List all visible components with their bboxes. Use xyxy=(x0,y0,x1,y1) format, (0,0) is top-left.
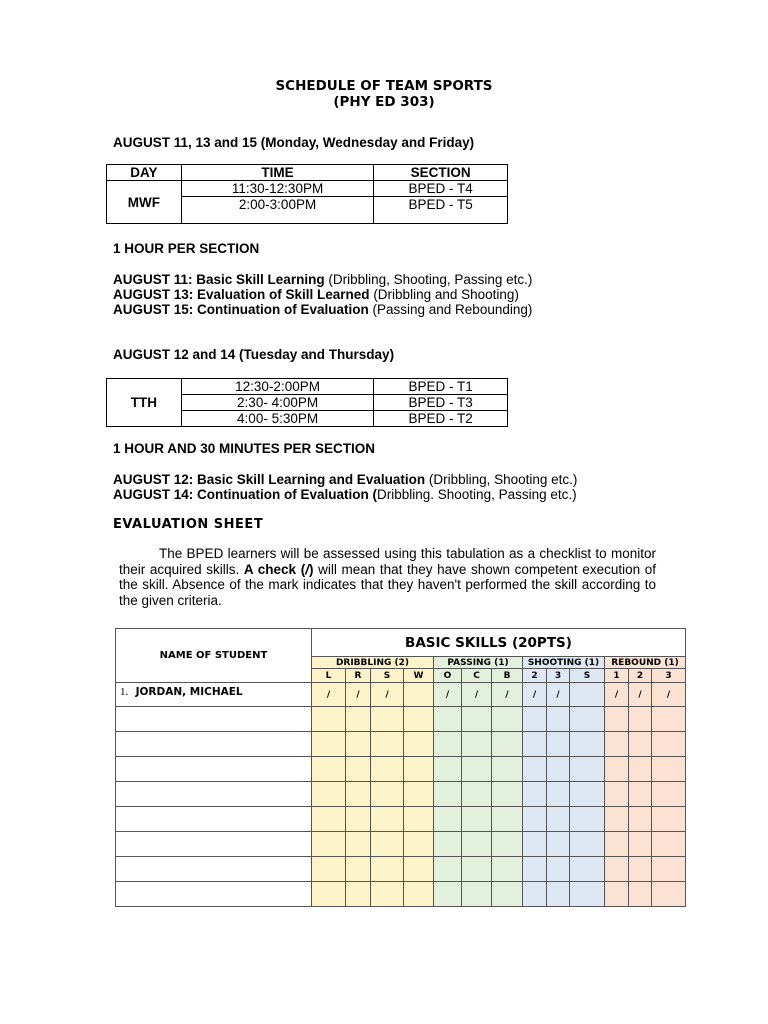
check-cell[interactable] xyxy=(346,732,371,757)
check-cell[interactable] xyxy=(371,807,404,832)
evaluation-table xyxy=(115,628,686,907)
check-cell[interactable] xyxy=(462,782,492,807)
activity-line: AUGUST 15: Continuation of Evaluation (Passing and Rebounding) xyxy=(113,302,533,317)
check-cell[interactable] xyxy=(629,757,652,782)
check-cell[interactable] xyxy=(492,857,523,882)
check-cell[interactable] xyxy=(629,807,652,832)
check-cell[interactable] xyxy=(492,807,523,832)
skill-column-header: L xyxy=(312,669,346,683)
check-cell[interactable] xyxy=(605,807,629,832)
check-cell[interactable] xyxy=(547,857,570,882)
check-cell[interactable] xyxy=(652,857,686,882)
check-cell[interactable] xyxy=(404,807,434,832)
check-cell[interactable] xyxy=(492,707,523,732)
check-cell[interactable] xyxy=(605,782,629,807)
check-cell[interactable] xyxy=(434,782,462,807)
check-mark[interactable]: / xyxy=(629,683,652,707)
check-cell[interactable] xyxy=(404,732,434,757)
check-cell[interactable] xyxy=(404,832,434,857)
check-cell[interactable] xyxy=(404,857,434,882)
check-cell[interactable] xyxy=(629,782,652,807)
skill-column-header: B xyxy=(492,669,523,683)
check-cell[interactable] xyxy=(404,882,434,907)
skill-column-header: 3 xyxy=(547,669,570,683)
check-cell[interactable] xyxy=(404,782,434,807)
check-cell[interactable] xyxy=(605,832,629,857)
check-cell[interactable] xyxy=(492,832,523,857)
check-cell[interactable] xyxy=(434,857,462,882)
check-mark[interactable]: / xyxy=(523,683,547,707)
check-cell[interactable] xyxy=(523,882,547,907)
skill-column-header: 2 xyxy=(523,669,547,683)
check-cell[interactable] xyxy=(312,882,346,907)
student-row xyxy=(116,683,686,707)
student-row xyxy=(116,807,686,832)
check-cell[interactable] xyxy=(371,732,404,757)
day-cell: TTH xyxy=(107,379,182,427)
section-cell: BPED - T4 xyxy=(374,181,508,197)
student-name-cell[interactable] xyxy=(116,832,312,857)
check-cell[interactable] xyxy=(547,707,570,732)
check-cell[interactable] xyxy=(312,807,346,832)
check-cell[interactable] xyxy=(629,857,652,882)
document-title: SCHEDULE OF TEAM SPORTS xyxy=(275,78,493,94)
basic-skills-header: BASIC SKILLS (20PTS) xyxy=(312,629,686,657)
tth-duration: 1 HOUR AND 30 MINUTES PER SECTION xyxy=(113,441,376,456)
rebound-group-header: REBOUND (1) xyxy=(605,657,686,669)
course-code: (PHY ED 303) xyxy=(333,94,435,110)
check-mark[interactable]: / xyxy=(652,683,686,707)
check-cell[interactable] xyxy=(346,707,371,732)
skill-column-header: R xyxy=(346,669,371,683)
shooting-group-header: SHOOTING (1) xyxy=(523,657,605,669)
check-cell[interactable] xyxy=(312,857,346,882)
section-cell: BPED - T1 xyxy=(374,379,508,395)
student-name: JORDAN, MICHAEL xyxy=(135,686,243,698)
check-cell[interactable] xyxy=(462,707,492,732)
check-cell[interactable] xyxy=(434,732,462,757)
check-cell[interactable] xyxy=(570,732,605,757)
student-row xyxy=(116,732,686,757)
name-of-student-header: NAME OF STUDENT xyxy=(116,629,312,683)
check-cell[interactable] xyxy=(547,882,570,907)
section-header: SECTION xyxy=(374,165,508,181)
check-cell[interactable] xyxy=(570,782,605,807)
student-name-cell xyxy=(116,683,312,707)
check-cell[interactable] xyxy=(652,882,686,907)
check-cell[interactable] xyxy=(346,882,371,907)
check-cell[interactable] xyxy=(547,832,570,857)
check-cell[interactable] xyxy=(605,707,629,732)
check-cell[interactable] xyxy=(371,882,404,907)
check-cell[interactable] xyxy=(434,757,462,782)
check-cell[interactable] xyxy=(462,882,492,907)
check-cell[interactable] xyxy=(523,757,547,782)
check-cell[interactable] xyxy=(492,732,523,757)
check-cell[interactable] xyxy=(523,782,547,807)
check-cell[interactable] xyxy=(523,832,547,857)
check-mark[interactable]: / xyxy=(312,683,346,707)
skill-column-header: W xyxy=(404,669,434,683)
check-cell[interactable] xyxy=(434,807,462,832)
mwf-duration: 1 HOUR PER SECTION xyxy=(113,241,260,256)
check-cell[interactable] xyxy=(570,882,605,907)
check-cell[interactable] xyxy=(605,857,629,882)
time-header: TIME xyxy=(181,165,373,181)
check-cell[interactable] xyxy=(523,807,547,832)
check-cell[interactable] xyxy=(462,832,492,857)
student-name-cell[interactable] xyxy=(116,782,312,807)
student-name-cell[interactable] xyxy=(116,807,312,832)
check-mark[interactable]: / xyxy=(547,683,570,707)
student-row xyxy=(116,857,686,882)
check-cell[interactable] xyxy=(492,782,523,807)
check-cell[interactable] xyxy=(547,782,570,807)
check-cell[interactable] xyxy=(346,807,371,832)
check-cell[interactable] xyxy=(346,857,371,882)
passing-group-header: PASSING (1) xyxy=(434,657,523,669)
skill-column-header: S xyxy=(371,669,404,683)
check-cell[interactable] xyxy=(570,832,605,857)
student-name-cell[interactable] xyxy=(116,757,312,782)
check-cell[interactable] xyxy=(652,807,686,832)
check-mark[interactable]: / xyxy=(346,683,371,707)
check-cell[interactable] xyxy=(652,782,686,807)
check-cell[interactable] xyxy=(652,732,686,757)
check-cell[interactable] xyxy=(371,757,404,782)
skill-column-header: O xyxy=(434,669,462,683)
check-cell[interactable] xyxy=(605,757,629,782)
activity-line: AUGUST 12: Basic Skill Learning and Evaluation (Dribbling, Shooting etc.) xyxy=(113,472,578,487)
check-cell[interactable] xyxy=(523,857,547,882)
check-cell[interactable] xyxy=(462,757,492,782)
check-cell[interactable] xyxy=(404,707,434,732)
check-mark[interactable]: / xyxy=(371,683,404,707)
student-number: 1. xyxy=(120,686,129,698)
skill-column-header: 1 xyxy=(605,669,629,683)
check-cell[interactable] xyxy=(629,732,652,757)
check-mark[interactable]: / xyxy=(605,683,629,707)
check-cell[interactable] xyxy=(492,757,523,782)
check-cell[interactable] xyxy=(652,757,686,782)
check-cell[interactable] xyxy=(547,732,570,757)
check-cell[interactable] xyxy=(346,782,371,807)
check-cell[interactable] xyxy=(570,807,605,832)
check-cell[interactable] xyxy=(605,882,629,907)
time-cell: 2:30- 4:00PM xyxy=(181,395,373,411)
check-cell[interactable] xyxy=(570,857,605,882)
tth-heading: AUGUST 12 and 14 (Tuesday and Thursday) xyxy=(113,347,395,362)
time-cell: 11:30-12:30PM xyxy=(181,181,373,197)
check-cell[interactable] xyxy=(371,782,404,807)
check-mark[interactable]: / xyxy=(462,683,492,707)
check-cell[interactable] xyxy=(462,807,492,832)
check-cell[interactable] xyxy=(605,732,629,757)
evaluation-heading: EVALUATION SHEET xyxy=(113,517,264,532)
day-cell: MWF xyxy=(107,181,182,224)
check-cell[interactable] xyxy=(523,707,547,732)
check-cell[interactable] xyxy=(652,832,686,857)
tth-schedule-table xyxy=(106,378,508,427)
skill-column-header: S xyxy=(570,669,605,683)
student-row xyxy=(116,757,686,782)
check-cell[interactable] xyxy=(570,757,605,782)
time-cell: 4:00- 5:30PM xyxy=(181,411,373,427)
skill-column-header: C xyxy=(462,669,492,683)
check-cell[interactable] xyxy=(629,707,652,732)
check-cell[interactable] xyxy=(629,832,652,857)
check-cell[interactable] xyxy=(371,857,404,882)
student-name-cell[interactable] xyxy=(116,732,312,757)
skill-column-header: 3 xyxy=(652,669,686,683)
activity-line: AUGUST 11: Basic Skill Learning (Dribbling, Shooting, Passing etc.) xyxy=(113,272,533,287)
evaluation-paragraph: The BPED learners will be assessed using this tabulation as a checklist to monitor their acquired skills. A check (/) will mean that they have shown competent execution of the skill. Absence of the mark indicates that they haven't performed the skill according to the given criteria. xyxy=(119,546,656,608)
check-cell[interactable] xyxy=(492,882,523,907)
check-cell[interactable] xyxy=(462,732,492,757)
check-cell[interactable] xyxy=(434,832,462,857)
check-cell[interactable] xyxy=(652,707,686,732)
check-cell[interactable] xyxy=(312,832,346,857)
activity-line: AUGUST 14: Continuation of Evaluation (Dribbling. Shooting, Passing etc.) xyxy=(113,487,577,502)
check-cell[interactable] xyxy=(312,707,346,732)
check-mark[interactable]: / xyxy=(434,683,462,707)
check-cell[interactable] xyxy=(547,807,570,832)
check-cell[interactable] xyxy=(434,882,462,907)
check-cell[interactable] xyxy=(371,832,404,857)
student-name-cell[interactable] xyxy=(116,857,312,882)
student-row xyxy=(116,707,686,732)
mwf-schedule-table xyxy=(106,164,508,224)
check-mark[interactable]: / xyxy=(492,683,523,707)
student-row xyxy=(116,782,686,807)
check-cell[interactable] xyxy=(346,757,371,782)
section-cell: BPED - T2 xyxy=(374,411,508,427)
check-cell[interactable] xyxy=(312,782,346,807)
check-cell[interactable] xyxy=(346,832,371,857)
check-cell[interactable] xyxy=(462,857,492,882)
check-cell[interactable] xyxy=(629,882,652,907)
section-cell: BPED - T3 xyxy=(374,395,508,411)
student-row xyxy=(116,832,686,857)
check-cell[interactable] xyxy=(523,732,547,757)
check-cell[interactable] xyxy=(404,757,434,782)
activity-line: AUGUST 13: Evaluation of Skill Learned (Dribbling and Shooting) xyxy=(113,287,519,302)
time-cell: 2:00-3:00PM xyxy=(181,197,373,224)
check-cell[interactable] xyxy=(570,707,605,732)
check-cell[interactable] xyxy=(434,707,462,732)
check-cell[interactable] xyxy=(312,732,346,757)
check-cell[interactable] xyxy=(547,757,570,782)
section-cell: BPED - T5 xyxy=(374,197,508,224)
mwf-heading: AUGUST 11, 13 and 15 (Monday, Wednesday and Friday) xyxy=(113,135,475,150)
check-cell[interactable] xyxy=(371,707,404,732)
check-cell[interactable] xyxy=(312,757,346,782)
skill-column-header: 2 xyxy=(629,669,652,683)
student-name-cell[interactable] xyxy=(116,707,312,732)
student-name-cell[interactable] xyxy=(116,882,312,907)
student-row xyxy=(116,882,686,907)
day-header: DAY xyxy=(107,165,182,181)
check-cell[interactable] xyxy=(570,683,605,707)
time-cell: 12:30-2:00PM xyxy=(181,379,373,395)
check-cell[interactable] xyxy=(404,683,434,707)
dribbling-group-header: DRIBBLING (2) xyxy=(312,657,434,669)
